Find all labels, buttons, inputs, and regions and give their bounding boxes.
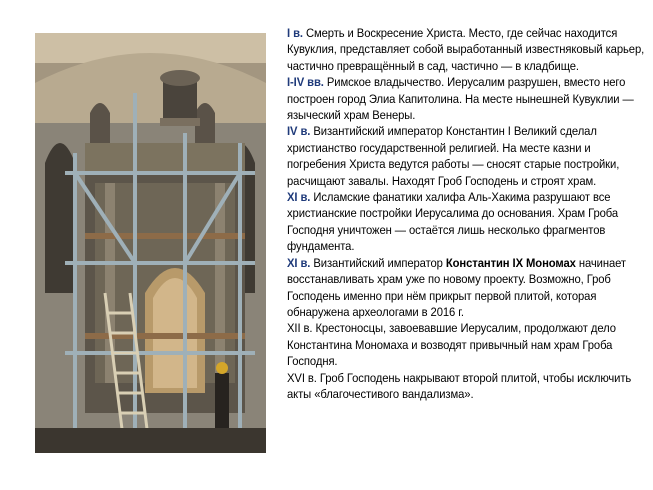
history-timeline <box>287 25 645 402</box>
entry-text: Римское владычество. Иерусалим разрушен, вместо него построен город Элиа Капитолина. На месте нынешней Кувуклии — языческий храм Венеры. <box>287 75 634 123</box>
era-label: I в. <box>287 26 303 40</box>
emperor-name: Константин IX Мономах <box>445 255 576 270</box>
entry-text: Исламские фанатики халифа Аль-Хакима разрушают все христианские постройки Иерусалима до основания. Храм Гроба Господня уничтожен — остаётся лишь несколько фрагментов фундамента. <box>287 190 619 254</box>
timeline-entry <box>287 74 645 123</box>
timeline-entry <box>287 370 645 403</box>
timeline-entry <box>287 189 645 255</box>
era-label: IV в. <box>287 124 311 139</box>
entry-text: XVI в. Гроб Господень накрывают второй плитой, чтобы исключить акты «благочестивого вандализма». <box>287 370 632 401</box>
entry-text: XII в. Крестоносцы, завоевавшие Иерусалим, продолжают дело Константина Мономаха и возводят привычный нам храм Гроба Господня. <box>287 321 616 369</box>
era-label: I-IV вв. <box>287 75 324 90</box>
timeline-entry <box>287 320 645 369</box>
entry-text: начинает восстанавливать храм уже по новому проекту. Возможно, Гроб Господень именно при нём прикрыт первой плитой, которая обнаружена археологами в 2016 г. <box>287 255 626 319</box>
entry-text: Смерть и Воскресение Христа. Место, где сейчас находится Кувуклия, представляет собой выработанный известняковый карьер, частично превращённый в сад, частично — в кладбище. <box>287 26 645 73</box>
edicule-scaffolding-photo <box>35 33 266 453</box>
era-label: XI в. <box>287 255 311 270</box>
entry-text: Византийский император Константин I Великий сделал христианство государственной религией. На месте казни и погребения Христа ведутся работы — сносят старые постройки, расчищают завалы. Находят Гроб Господень и строят храм. <box>287 124 620 188</box>
photo-illustration <box>35 33 266 453</box>
era-label: XI в. <box>287 190 311 205</box>
entry-text: Византийский император <box>310 255 446 270</box>
timeline-entry <box>287 25 645 74</box>
timeline-entry <box>287 123 645 189</box>
timeline-entry <box>287 255 645 321</box>
